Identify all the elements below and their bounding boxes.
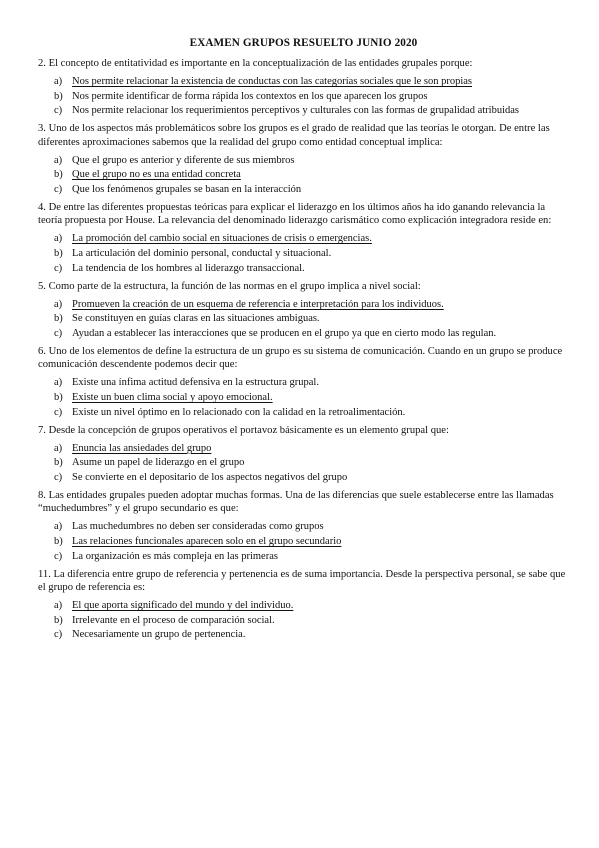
question-text: 3. Uno de los aspectos más problemáticos sobre los grupos es el grado de realidad que las teorías le otorgan. De entre las diferentes aproximaciones sabemos que la realidad del grupo como entidad conceptual implica: <box>38 123 550 148</box>
option-label: a) <box>54 154 63 166</box>
option <box>38 154 569 167</box>
option-correct <box>38 168 569 181</box>
option-label: b) <box>54 614 63 626</box>
option-text: Nos permite relacionar la existencia de conductas con las categorías sociales que le son propias <box>72 76 473 88</box>
option <box>38 262 569 275</box>
option <box>38 104 569 117</box>
option-label: b) <box>54 535 63 547</box>
option <box>38 183 569 196</box>
option-list <box>38 232 569 274</box>
option-list <box>38 376 569 418</box>
option-text: Necesariamente un grupo de pertenencia. <box>72 629 246 641</box>
question-text: 11. La diferencia entre grupo de referencia y pertenencia es de suma importancia. Desde la perspectiva personal, se sabe que el grupo de referencia es: <box>38 568 566 593</box>
option-label: c) <box>54 629 63 641</box>
option-label: b) <box>54 169 63 181</box>
option-text: Promueven la creación de un esquema de referencia e interpretación para los individuos. <box>72 298 444 310</box>
option-text: Irrelevante en el proceso de comparación social. <box>72 614 275 626</box>
option-text: Que el grupo es anterior y diferente de sus miembros <box>72 154 295 166</box>
option-label: b) <box>54 247 63 259</box>
option-list <box>38 298 569 340</box>
option-correct <box>38 75 569 88</box>
option-text: Nos permite identificar de forma rápida los contextos en los que aparecen los grupos <box>72 90 428 102</box>
option <box>38 456 569 469</box>
option-label: b) <box>54 391 63 403</box>
option-label: c) <box>54 406 63 418</box>
option-label: c) <box>54 550 63 562</box>
option-label: a) <box>54 377 63 389</box>
option-label: a) <box>54 521 63 533</box>
option-label: c) <box>54 471 63 483</box>
question-text: 4. De entre las diferentes propuestas teóricas para explicar el liderazgo en los últimos años ha ido ganando relevancia la teoría propuesta por House. La relevancia del denominado liderazgo carismático como explicación integradora reside en: <box>38 201 552 227</box>
option-label: c) <box>54 183 63 195</box>
question-block <box>38 345 569 419</box>
question-text: 2. El concepto de entitatividad es importante en la conceptualización de las entidades grupales porque: <box>38 58 473 69</box>
question-text: 6. Uno de los elementos de define la estructura de un grupo es su sistema de comunicación. Cuando en un grupo se produce comunicación descendente podemos decir que: <box>38 345 563 371</box>
question-block <box>38 201 569 275</box>
question-text: 8. Las entidades grupales pueden adoptar muchas formas. Una de las diferencias que suele establecerse entre las llamadas “muchedumbres” y el grupo secundario es que: <box>38 489 554 515</box>
option-label: c) <box>54 327 63 339</box>
option-correct <box>38 442 569 455</box>
option-text: Enuncia las ansiedades del grupo <box>72 442 212 454</box>
option-text: Existe un nivel óptimo en lo relacionado con la calidad en la retroalimentación. <box>72 406 406 418</box>
question-text: 5. Como parte de la estructura, la función de las normas en el grupo implica a nivel social: <box>38 280 421 292</box>
option <box>38 628 569 641</box>
question-block <box>38 424 569 484</box>
option-label: b) <box>54 90 63 102</box>
option-text: Ayudan a establecer las interacciones que se producen en el grupo ya que en cierto modo las regulan. <box>72 327 497 339</box>
option <box>38 327 569 340</box>
option-label: a) <box>54 233 63 245</box>
option-list <box>38 442 569 484</box>
option-list <box>38 599 569 641</box>
option-label: b) <box>54 313 63 325</box>
option-list <box>38 75 569 117</box>
document-title: EXAMEN GRUPOS RESUELTO JUNIO 2020 <box>189 37 418 49</box>
question-block <box>38 568 569 642</box>
option-label: b) <box>54 457 63 469</box>
option-correct <box>38 232 569 245</box>
option <box>38 247 569 260</box>
option-list <box>38 520 569 562</box>
option <box>38 376 569 389</box>
option-text: Existe una ínfima actitud defensiva en la estructura grupal. <box>72 377 319 389</box>
option-text: Que el grupo no es una entidad concreta <box>72 169 241 181</box>
option <box>38 520 569 533</box>
option-correct <box>38 391 569 404</box>
option-text: La organización es más compleja en las primeras <box>72 550 278 562</box>
option-correct <box>38 535 569 548</box>
option-correct <box>38 599 569 612</box>
option-text: La promoción del cambio social en situaciones de crisis o emergencias. <box>72 233 372 245</box>
option <box>38 90 569 103</box>
option-label: a) <box>54 442 63 454</box>
option <box>38 614 569 627</box>
option-list <box>38 154 569 196</box>
option-label: c) <box>54 262 63 274</box>
option-text: Asume un papel de liderazgo en el grupo <box>72 457 245 469</box>
option-label: a) <box>54 76 63 88</box>
option-correct <box>38 298 569 311</box>
option-text: La tendencia de los hombres al liderazgo transaccional. <box>72 262 305 274</box>
option <box>38 550 569 563</box>
option <box>38 406 569 419</box>
option-label: c) <box>54 105 63 117</box>
option-text: Nos permite relacionar los requerimientos perceptivos y culturales con las formas de grupalidad atribuidas <box>72 105 519 117</box>
option-label: a) <box>54 599 63 611</box>
option-label: a) <box>54 298 63 310</box>
option-text: Que los fenómenos grupales se basan en la interacción <box>72 183 302 195</box>
option-text: Las muchedumbres no deben ser consideradas como grupos <box>72 521 324 533</box>
question-block <box>38 57 569 117</box>
question-text: 7. Desde la concepción de grupos operativos el portavoz básicamente es un elemento grupal que: <box>38 424 449 436</box>
option-text: Se convierte en el depositario de los aspectos negativos del grupo <box>72 471 348 483</box>
question-block <box>38 122 569 196</box>
option-text: La articulación del dominio personal, conductal y situacional. <box>72 247 332 259</box>
question-list <box>38 57 569 641</box>
option-text: El que aporta significado del mundo y del individuo. <box>72 599 294 611</box>
option <box>38 471 569 484</box>
question-block <box>38 280 569 340</box>
question-block <box>38 489 569 563</box>
option-text: Las relaciones funcionales aparecen solo en el grupo secundario <box>72 535 342 547</box>
option-text: Existe un buen clima social y apoyo emocional. <box>72 391 273 403</box>
option-text: Se constituyen en guías claras en las situaciones ambiguas. <box>72 313 320 325</box>
option <box>38 312 569 325</box>
